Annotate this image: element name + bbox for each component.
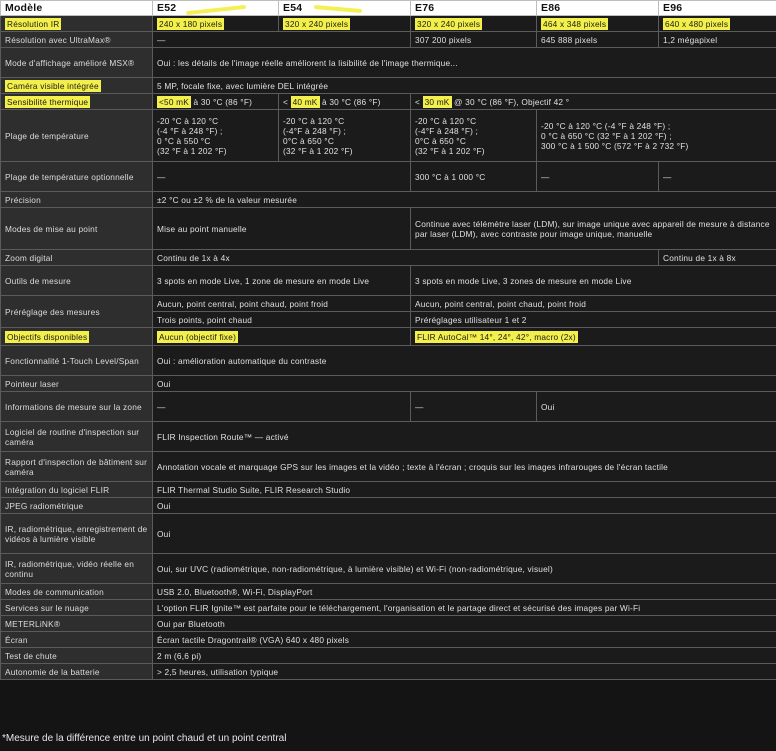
row-label: Mode d'affichage amélioré MSX® (1, 48, 153, 78)
row-communication (1, 584, 776, 600)
header-row (1, 1, 776, 16)
row-label: IR, radiométrique, vidéo réelle en continu (1, 554, 153, 584)
row-presets-1 (1, 296, 776, 312)
header-e96: E96 (659, 1, 776, 16)
cell-all: 2 m (6,6 pi) (153, 648, 776, 664)
row-msx (1, 48, 776, 78)
cell-all: Oui : amélioration automatique du contraste (153, 346, 776, 376)
header-e54: E54 (279, 1, 411, 16)
row-screen (1, 632, 776, 648)
row-optional-temperature (1, 162, 776, 192)
cell-all: Oui : les détails de l'image réelle améliorent la lisibilité de l'image thermique... (153, 48, 776, 78)
cell-e76 (411, 110, 537, 162)
row-battery (1, 664, 776, 680)
cell-e96: Continu de 1x à 8x (659, 250, 776, 266)
cell-e52-e54: 3 spots en mode Live, 1 zone de mesure en mode Live (153, 266, 411, 296)
cell-all: Oui (153, 376, 776, 392)
row-one-touch (1, 346, 776, 376)
cell-all: USB 2.0, Bluetooth®, Wi-Fi, DisplayPort (153, 584, 776, 600)
line: -20 °C à 120 °C (-4 °F à 248 °F) ; (541, 120, 671, 131)
cell-e76: 300 °C à 1 000 °C (411, 162, 537, 192)
cell-e52-e54: Aucun (objectif fixe) (153, 328, 411, 346)
header-e52: E52 (153, 1, 279, 16)
cell-e96: 1,2 mégapixel (659, 32, 776, 48)
row-label: Services sur le nuage (1, 600, 153, 616)
cell-all: 5 MP, focale fixe, avec lumière DEL intégrée (153, 78, 776, 94)
cell-all: Oui (153, 498, 776, 514)
row-measurement-tools (1, 266, 776, 296)
row-ir-resolution (1, 16, 776, 32)
cell-all: Oui par Bluetooth (153, 616, 776, 632)
cell-e52-e86: Continu de 1x à 4x (153, 250, 659, 266)
cell-e54: 320 x 240 pixels (279, 16, 411, 32)
cell-e86-e96 (537, 110, 776, 162)
row-inspection-route (1, 422, 776, 452)
cell-e76-e96: Préréglages utilisateur 1 et 2 (411, 312, 776, 328)
cell-e52 (153, 110, 279, 162)
row-label: Écran (1, 632, 153, 648)
cell-e86: 645 888 pixels (537, 32, 659, 48)
cell-all: Annotation vocale et marquage GPS sur les images et la vidéo ; texte à l'écran ; croquis sur les images infrarouges de l'écran tactile (153, 452, 776, 482)
line: (32 °F à 1 202 °F) (415, 145, 485, 156)
header-e86: E86 (537, 1, 659, 16)
line: (32 °F à 1 202 °F) (283, 145, 353, 156)
row-label: METERLiNK® (1, 616, 153, 632)
line: (-4 °F à 248 °F) ; (157, 125, 223, 136)
row-label: Informations de mesure sur la zone (1, 392, 153, 422)
row-label: Modes de mise au point (1, 208, 153, 250)
cell-all: Écran tactile Dragontrail® (VGA) 640 x 480 pixels (153, 632, 776, 648)
row-building-report (1, 452, 776, 482)
cell-e54: < 40 mK à 30 °C (86 °F) (279, 94, 411, 110)
row-drop-test (1, 648, 776, 664)
header-e76: E76 (411, 1, 537, 16)
cell-e86: 464 x 348 pixels (537, 16, 659, 32)
row-label: Test de chute (1, 648, 153, 664)
line: 0°C à 650 °C (415, 135, 467, 146)
row-label: Pointeur laser (1, 376, 153, 392)
row-label: Précision (1, 192, 153, 208)
row-label: Autonomie de la batterie (1, 664, 153, 680)
cell-e76-e96: < 30 mK @ 30 °C (86 °F), Objectif 42 ° (411, 94, 776, 110)
row-cloud (1, 600, 776, 616)
row-label: Préréglage des mesures (1, 296, 153, 328)
row-label: Plage de température (1, 110, 153, 162)
cell-e52-e54: — (153, 162, 411, 192)
cell-e76: — (411, 392, 537, 422)
row-lenses (1, 328, 776, 346)
row-visible-camera (1, 78, 776, 94)
row-label: Outils de mesure (1, 266, 153, 296)
row-video-streaming (1, 554, 776, 584)
cell-e52-e54: — (153, 392, 411, 422)
row-label: Zoom digital (1, 250, 153, 266)
cell-all: Oui (153, 514, 776, 554)
row-label: Logiciel de routine d'inspection sur caméra (1, 422, 153, 452)
cell-e76-e96: 3 spots en mode Live, 3 zones de mesure en mode Live (411, 266, 776, 296)
line: -20 °C à 120 °C (283, 115, 345, 126)
cell-e52-e54: Mise au point manuelle (153, 208, 411, 250)
cell-all: L'option FLIR Ignite™ est parfaite pour le téléchargement, l'organisation et le partage direct et sécurisé des images par Wi-Fi (153, 600, 776, 616)
row-label: Résolution avec UltraMax® (1, 32, 153, 48)
line: 0°C à 650 °C (283, 135, 335, 146)
cell-e52-e54: Aucun, point central, point chaud, point froid (153, 296, 411, 312)
row-label: Sensibilité thermique (1, 94, 153, 110)
cell-e52: <50 mK à 30 °C (86 °F) (153, 94, 279, 110)
line: -20 °C à 120 °C (415, 115, 477, 126)
cell-all: FLIR Inspection Route™ — activé (153, 422, 776, 452)
cell-e96: — (659, 162, 776, 192)
line: (32 °F à 1 202 °F) (157, 145, 227, 156)
row-label: Résolution IR (1, 16, 153, 32)
line: 0 °C à 550 °C (157, 135, 211, 146)
row-label: IR, radiométrique, enregistrement de vidéos à lumière visible (1, 514, 153, 554)
row-meterlink (1, 616, 776, 632)
line: (-4°F à 248 °F) ; (283, 125, 347, 136)
cell-e76: 320 x 240 pixels (411, 16, 537, 32)
line: 0 °C à 650 °C (32 °F à 1 202 °F) ; (541, 130, 672, 141)
row-label: Caméra visible intégrée (1, 78, 153, 94)
row-label: Plage de température optionnelle (1, 162, 153, 192)
cell-all: FLIR Thermal Studio Suite, FLIR Research Studio (153, 482, 776, 498)
cell-e86: — (537, 162, 659, 192)
line: (-4°F à 248 °F) ; (415, 125, 479, 136)
row-label: Intégration du logiciel FLIR (1, 482, 153, 498)
cell-all: > 2,5 heures, utilisation typique (153, 664, 776, 680)
row-label: Modes de communication (1, 584, 153, 600)
row-temperature-range (1, 110, 776, 162)
cell-e76-e96: FLIR AutoCal™ 14°, 24°, 42°, macro (2x) (411, 328, 776, 346)
cell-e52-e54: — (153, 32, 411, 48)
cell-e76: 307 200 pixels (411, 32, 537, 48)
cell-e52-e54: Trois points, point chaud (153, 312, 411, 328)
cell-e76-e96: Continue avec télémètre laser (LDM), sur image unique avec appareil de mesure à distance par laser (LDM), avec contraste pour image unique, manuelle (411, 208, 776, 250)
footnote: *Mesure de la différence entre un point chaud et un point central (2, 733, 287, 744)
row-laser-pointer (1, 376, 776, 392)
row-video-recording (1, 514, 776, 554)
cell-e76-e96: Aucun, point central, point chaud, point froid (411, 296, 776, 312)
cell-all: Oui, sur UVC (radiométrique, non-radiométrique, à lumière visible) et Wi-Fi (non-radiométrique, visuel) (153, 554, 776, 584)
row-label: JPEG radiométrique (1, 498, 153, 514)
row-precision (1, 192, 776, 208)
row-thermal-sensitivity (1, 94, 776, 110)
row-label: Objectifs disponibles (1, 328, 153, 346)
cell-e86-e96: Oui (537, 392, 776, 422)
row-software (1, 482, 776, 498)
line: 300 °C à 1 500 °C (572 °F à 2 732 °F) (541, 140, 689, 151)
row-label: Fonctionnalité 1-Touch Level/Span (1, 346, 153, 376)
row-label: Rapport d'inspection de bâtiment sur caméra (1, 452, 153, 482)
cell-all: ±2 °C ou ±2 % de la valeur mesurée (153, 192, 776, 208)
row-digital-zoom (1, 250, 776, 266)
row-ultramax (1, 32, 776, 48)
cell-e96: 640 x 480 pixels (659, 16, 776, 32)
row-focus-modes (1, 208, 776, 250)
cell-e54 (279, 110, 411, 162)
row-jpeg (1, 498, 776, 514)
header-model: Modèle (1, 1, 153, 16)
cell-e52: 240 x 180 pixels (153, 16, 279, 32)
line: -20 °C à 120 °C (157, 115, 219, 126)
row-zone-info (1, 392, 776, 422)
